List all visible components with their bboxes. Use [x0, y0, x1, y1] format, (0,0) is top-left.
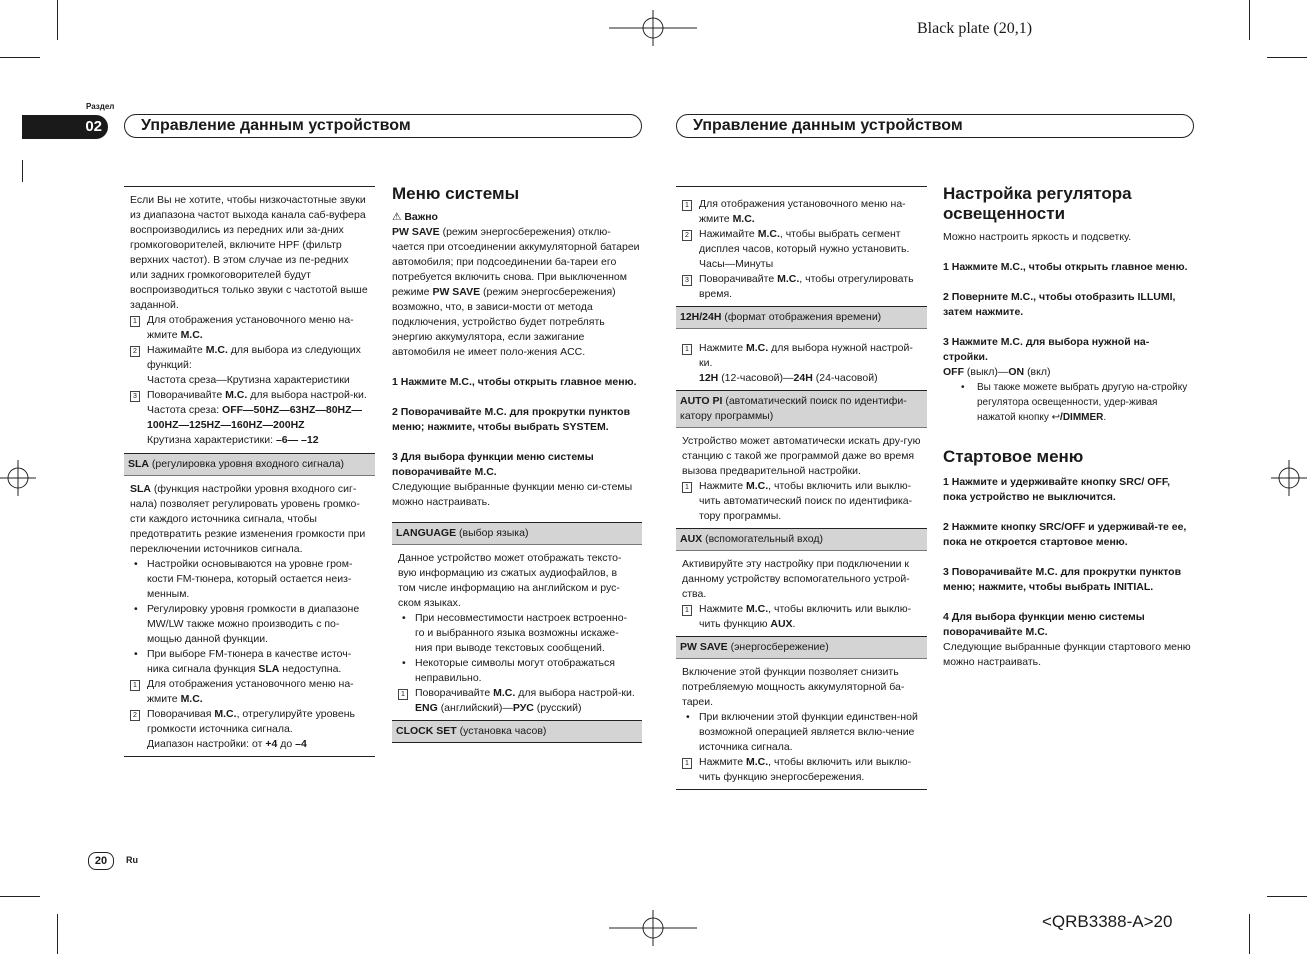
- step-2: 2 Нажмите кнопку SRC/OFF и удерживай-те ее, пока не откроется стартовое меню.: [943, 521, 1187, 548]
- list-item: 1 Нажмите M.C. для выбора нужной настрой-ки. 12H (12-часовой)—24H (24-часовой): [682, 341, 921, 386]
- time-format-heading: 12H/24H (формат отображения времени): [676, 306, 927, 329]
- step-1: 1 Нажмите M.C., чтобы открыть главное меню.: [943, 261, 1188, 273]
- auto-pi-description: Устройство может автоматически искать дру-гую станцию с такой же программой даже во время вызова предварительной настройки.: [682, 435, 921, 477]
- crop-mark: [0, 896, 40, 897]
- registration-target-icon: [609, 910, 697, 946]
- list-item: 1 Для отображения установочного меню на-жмите M.C.: [130, 313, 369, 343]
- crop-mark: [57, 914, 58, 954]
- important-note: ⚠ Важно: [392, 211, 438, 223]
- return-icon: ↩: [1051, 412, 1061, 423]
- startup-text: Следующие выбранные функции стартового меню можно настраивать.: [943, 641, 1191, 668]
- black-plate-label: Black plate (20,1): [917, 20, 1033, 37]
- dimmer-title: Настройка регулятора освещенности: [943, 184, 1132, 223]
- list-item: • При выборе FM-тюнера в качестве источ-ника сигнала функция SLA недоступна.: [134, 648, 352, 675]
- crop-mark: [1267, 57, 1307, 58]
- page-number: 20: [94, 855, 108, 867]
- step-2: 2 Поворачивайте M.C. для прокрутки пунктов меню; нажмите, чтобы выбрать SYSTEM.: [392, 406, 631, 433]
- pw-save-description: Включение этой функции позволяет снизить потребляемую мощность аккумуляторной ба-тареи.: [682, 666, 905, 708]
- step-3-text: Следующие выбранные функции меню си-стемы можно настраивать.: [392, 481, 633, 508]
- list-item: 1 Поворачивайте M.C. для выбора настрой-ки. ENG (английский)—РУС (русский): [398, 686, 636, 716]
- clock-set-heading: CLOCK SET (установка часов): [392, 720, 642, 743]
- section-label: Раздел: [86, 102, 115, 111]
- list-item: 3 Поворачивайте M.C. для выбора настрой-ки. Частота среза: OFF—50HZ—63HZ—80HZ—100HZ—125HZ—160HZ—200HZ Крутизна характеристики: –6— –12: [130, 388, 369, 448]
- list-item: 1 Для отображения установочного меню на-жмите M.C.: [130, 677, 369, 707]
- list-item: 2 Нажимайте M.C., чтобы выбрать сегмент дисплея часов, который нужно установить. Часы—Минуты: [682, 227, 921, 272]
- dimmer-options: OFF (выкл)—ON (вкл): [943, 366, 1051, 378]
- pw-save-heading: PW SAVE (энергосбережение): [676, 636, 927, 659]
- crop-mark: [57, 0, 58, 40]
- aux-description: Активируйте эту настройку при подключении к данному устройству вспомогательного устрой-ства.: [682, 558, 910, 600]
- list-item: 2 Нажимайте M.C. для выбора из следующих функций: Частота среза—Крутизна характеристики: [130, 343, 369, 388]
- step-3: 3 Для выбора функции меню системы поворачивайте M.C.: [392, 451, 594, 478]
- language-description: Данное устройство может отображать тексто-вую информацию из сжатых аудиофайлов, в том числе информацию на английском и рус-ском языках.: [398, 552, 622, 609]
- list-item: 1 Нажмите M.C., чтобы включить или выклю-чить функцию энергосбережения.: [682, 755, 921, 785]
- auto-pi-heading: AUTO PI (автоматический поиск по идентифи-катору программы): [676, 390, 927, 428]
- list-item: • Регулировку уровня громкости в диапазоне MW/LW также можно производить с по-мощью данной функции.: [134, 603, 360, 645]
- crop-mark: [0, 57, 40, 58]
- sla-heading: SLA (регулировка уровня входного сигнала): [124, 453, 375, 476]
- step-1: 1 Нажмите и удерживайте кнопку SRC/ OFF, пока устройство не выключится.: [943, 476, 1171, 503]
- section-number-badge: [22, 115, 108, 139]
- system-menu-title: Меню системы: [392, 184, 520, 203]
- step-3: 3 Нажмите M.C. для выбора нужной на-стройки.: [943, 336, 1150, 363]
- step-1: 1 Нажмите M.C., чтобы открыть главное меню.: [392, 376, 637, 388]
- crop-mark: [22, 160, 23, 182]
- page-number-badge: [88, 852, 114, 870]
- crop-mark: [1267, 896, 1307, 897]
- list-item: 2 Поворачивая M.C., отрегулируйте уровень громкости источника сигнала. Диапазон настройки: от +4 до –4: [130, 707, 369, 752]
- column-1: [124, 186, 375, 757]
- step-3: 3 Поворачивайте M.C. для прокрутки пунктов меню; нажмите, чтобы выбрать INITIAL.: [943, 566, 1182, 593]
- registration-target-icon: [1271, 460, 1307, 496]
- step-2: 2 Поверните M.C., чтобы отобразить ILLUMI, затем нажмите.: [943, 291, 1176, 318]
- language-code: Ru: [126, 855, 138, 865]
- language-heading: LANGUAGE (выбор языка): [392, 522, 642, 545]
- list-item: 1 Для отображения установочного меню на-жмите M.C.: [682, 197, 921, 227]
- aux-heading: AUX (вспомогательный вход): [676, 528, 927, 551]
- list-item: 3 Поворачивайте M.C., чтобы отрегулировать время.: [682, 272, 921, 302]
- crop-mark: [1249, 0, 1250, 40]
- list-item: • Некоторые символы могут отображаться неправильно.: [402, 657, 615, 684]
- hpf-intro: Если Вы не хотите, чтобы низкочастотные звуки из диапазона частот выхода канала саб-вуфера воспроизводились из передних или за-дних громкоговорителей, включите HPF (фильтр верхних частот). В этом случае из пе-редних или задних громкоговорителей будут воспроизводиться только звуки с частотой выше заданной.: [130, 194, 368, 311]
- list-item: • Настройки основываются на уровне гром-кости FM-тюнера, который остается неиз-менным.: [134, 558, 353, 600]
- pw-save-note: PW SAVE (режим энергосбережения) отклю-чается при отсоединении аккумуляторной батареи автомобиля; при подсоединении ба-тареи его потребуется включить снова. При выключенном режиме PW SAVE (режим энергосбережения) возможно, что, в зависи-мости от метода подключения, устройство будет потреблять энергию аккумулятора, если зажигание автомобиля не имеет поло-жения ACC.: [392, 226, 640, 358]
- startup-menu-title: Стартовое меню: [943, 447, 1084, 466]
- list-item: 1 Нажмите M.C., чтобы включить или выклю-чить функцию AUX.: [682, 602, 921, 632]
- list-item: • Вы также можете выбрать другую на-стройку регулятора освещенности, удер-живая нажатой кнопку ↩/DIMMER.: [961, 382, 1188, 423]
- important-icon: ⚠: [392, 211, 402, 223]
- dimmer-intro: Можно настроить яркость и подсветку.: [943, 231, 1132, 243]
- registration-target-icon: [0, 460, 36, 496]
- registration-target-icon: [609, 10, 697, 46]
- column-3: [676, 186, 927, 790]
- page-title-left: Управление данным устройством: [124, 114, 642, 138]
- doc-code: <QRB3388-A>20: [1042, 912, 1173, 931]
- page-title-right: Управление данным устройством: [676, 114, 1194, 138]
- column-2: [392, 184, 642, 743]
- column-4: [943, 184, 1193, 670]
- sla-description: SLA (функция настройки уровня входного сиг-нала) позволяет регулировать уровень громко-сти каждого источника сигнала, чтобы предотвратить резкие изменения громкости при переключении источников сигнала.: [130, 483, 366, 555]
- list-item: • При несовместимости настроек встроенно-го и выбранного языка возможны искаже-ния при выводе текстовых сообщений.: [402, 612, 628, 654]
- crop-mark: [1249, 914, 1250, 954]
- step-4: 4 Для выбора функции меню системы поворачивайте M.C.: [943, 611, 1145, 638]
- list-item: 1 Нажмите M.C., чтобы включить или выклю-чить автоматический поиск по идентифика-тору программы.: [682, 479, 921, 524]
- list-item: • При включении этой функции единствен-ной возможной операцией является вклю-чение источника сигнала.: [686, 711, 918, 753]
- section-number: 02: [85, 118, 102, 135]
